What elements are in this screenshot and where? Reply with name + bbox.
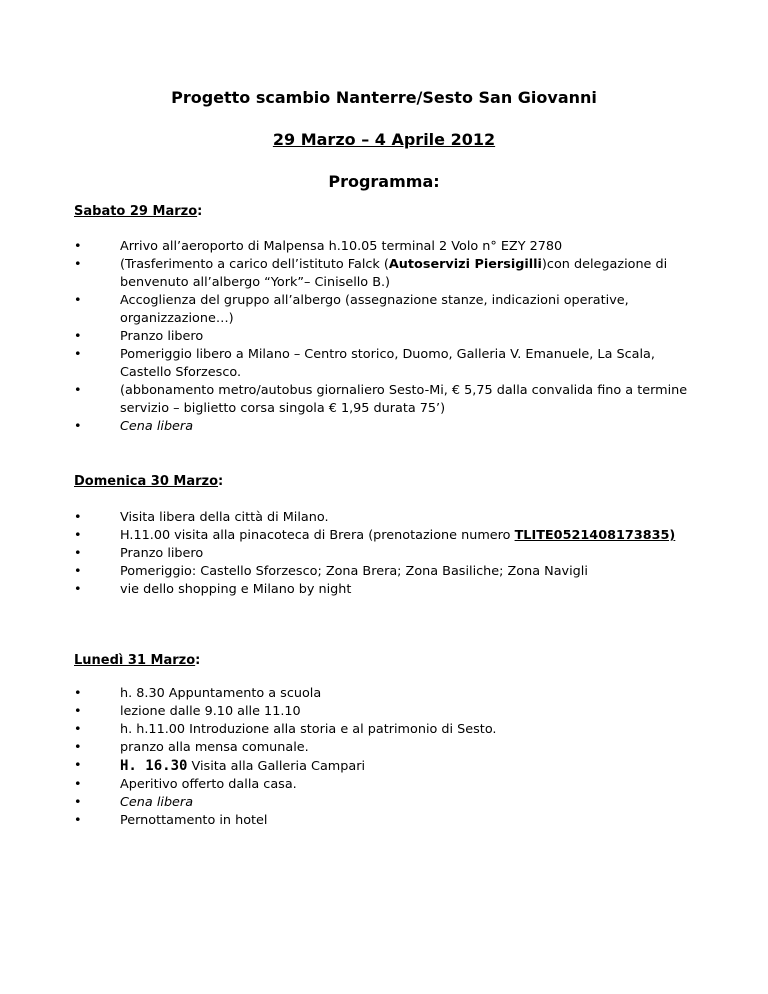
list-item: • vie dello shopping e Milano by night [74, 581, 694, 599]
list-item: • Pranzo libero [74, 328, 694, 346]
list-item: • Arrivo all’aeroporto di Malpensa h.10.05 terminal 2 Volo n° EZY 2780 [74, 238, 694, 256]
section-heading-colon: : [195, 653, 201, 668]
list-item: • H.11.00 visita alla pinacoteca di Brera (prenotazione numero TLITE0521408173835) [74, 527, 694, 545]
list-item: • Cena libera [74, 418, 694, 436]
list-item: • Pomeriggio libero a Milano – Centro storico, Duomo, Galleria V. Emanuele, La Scala, Castello Sforzesco. [74, 346, 694, 382]
time-label: H. 16.30 [120, 758, 188, 774]
list-item: • h. 8.30 Appuntamento a scuola [74, 685, 694, 703]
section-heading-colon: : [218, 474, 224, 489]
section-list-sabato [74, 238, 694, 436]
list-item: • lezione dalle 9.10 alle 11.10 [74, 703, 694, 721]
section-heading-lunedi [74, 653, 200, 668]
section-heading-sabato [74, 204, 202, 219]
list-item: • Visita libera della città di Milano. [74, 509, 694, 527]
list-item: • Aperitivo offerto dalla casa. [74, 776, 694, 794]
section-list-domenica [74, 509, 694, 599]
list-item: • Pernottamento in hotel [74, 812, 694, 830]
list-item: • (Trasferimento a carico dell’istituto Falck (Autoservizi Piersigilli)con delegazione di benvenuto all’albergo “York”– Cinisello B.) [74, 256, 694, 292]
section-list-lunedi [74, 685, 694, 830]
document-title: Progetto scambio Nanterre/Sesto San Giovanni [171, 88, 597, 107]
section-heading-text: Lunedì 31 Marzo [74, 653, 196, 668]
section-heading-domenica [74, 474, 223, 489]
list-item: • pranzo alla mensa comunale. [74, 739, 694, 757]
company-name: Autoservizi Piersigilli [388, 257, 542, 272]
list-item: • Accoglienza del gruppo all’albergo (assegnazione stanze, indicazioni operative, organizzazione…) [74, 292, 694, 328]
section-heading-text: Sabato 29 Marzo [74, 204, 198, 219]
section-heading-text: Domenica 30 Marzo [74, 474, 219, 489]
document-subtitle: Programma: [328, 172, 440, 191]
list-item: • h. h.11.00 Introduzione alla storia e al patrimonio di Sesto. [74, 721, 694, 739]
list-item: • (abbonamento metro/autobus giornaliero Sesto-Mi, € 5,75 dalla convalida fino a termine servizio – biglietto corsa singola € 1,95 durata 75’) [74, 382, 694, 418]
section-heading-colon: : [197, 204, 203, 219]
booking-code: TLITE0521408173835) [514, 528, 676, 543]
list-item: • Pranzo libero [74, 545, 694, 563]
list-item: • H. 16.30 Visita alla Galleria Campari [74, 757, 694, 776]
list-item: • Cena libera [74, 794, 694, 812]
list-item: • Pomeriggio: Castello Sforzesco; Zona Brera; Zona Basiliche; Zona Navigli [74, 563, 694, 581]
document-dates: 29 Marzo – 4 Aprile 2012 [272, 130, 496, 149]
